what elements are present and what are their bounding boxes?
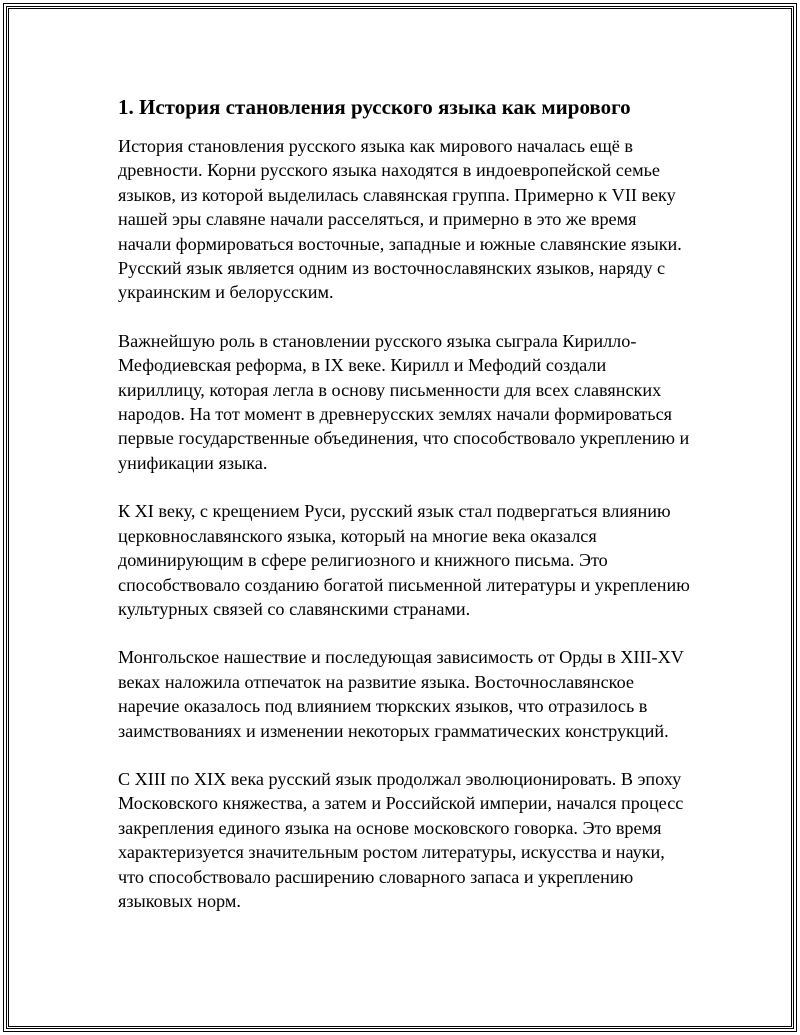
paragraph-origins: История становления русского языка как мирового началась ещё в древности. Корни русского языка находятся в индоевропейской семье языков, из которой выделилась славянская группа. Примерно к VII веку нашей эры славяне начали расселяться, и примерно в это же время начали формироваться восточные, западные и южные славянские языки. Русский язык является одним из восточнославянских языков, наряду с украинским и белорусским. (118, 136, 682, 303)
paragraph-cyril-methodius: Важнейшую роль в становлении русского языка сыграла Кирилло-Мефодиевская реформа, в IX веке. Кирилл и Мефодий создали кириллицу, которая легла в основу письменности для всех славянских народов. На тот момент в древнерусских землях начали формироваться первые государственные объединения, что способствовало укреплению и унификации языка. (118, 330, 690, 473)
paragraph-christianization: К XI веку, с крещением Руси, русский язык стал подвергаться влиянию церковнославянского языка, который на многие века оказался доминирующим в сфере религиозного и книжного письма. Это способствовало созданию богатой письменной литературы и укреплению культурных связей со славянскими странами. (118, 501, 690, 619)
section-heading: 1. История становления русского языка как мирового (118, 95, 631, 119)
paragraph-muscovy-empire: С XIII по XIX века русский язык продолжал эволюционировать. В эпоху Московского княжества, а затем и Российской империи, начался процесс закрепления единого языка на основе московского говорка. Это время характеризуется значительным ростом литературы, искусства и науки, что способствовало расширению словарного запаса и укреплению языковых норм. (118, 768, 684, 911)
document-body (118, 94, 693, 937)
paragraph-mongol-invasion: Монгольское нашествие и последующая зависимость от Орды в XIII-XV веках наложила отпечаток на развитие языка. Восточнославянское наречие оказалось под влиянием тюркских языков, что отразилось в заимствованиях и изменении некоторых грамматических конструкций. (118, 647, 684, 741)
